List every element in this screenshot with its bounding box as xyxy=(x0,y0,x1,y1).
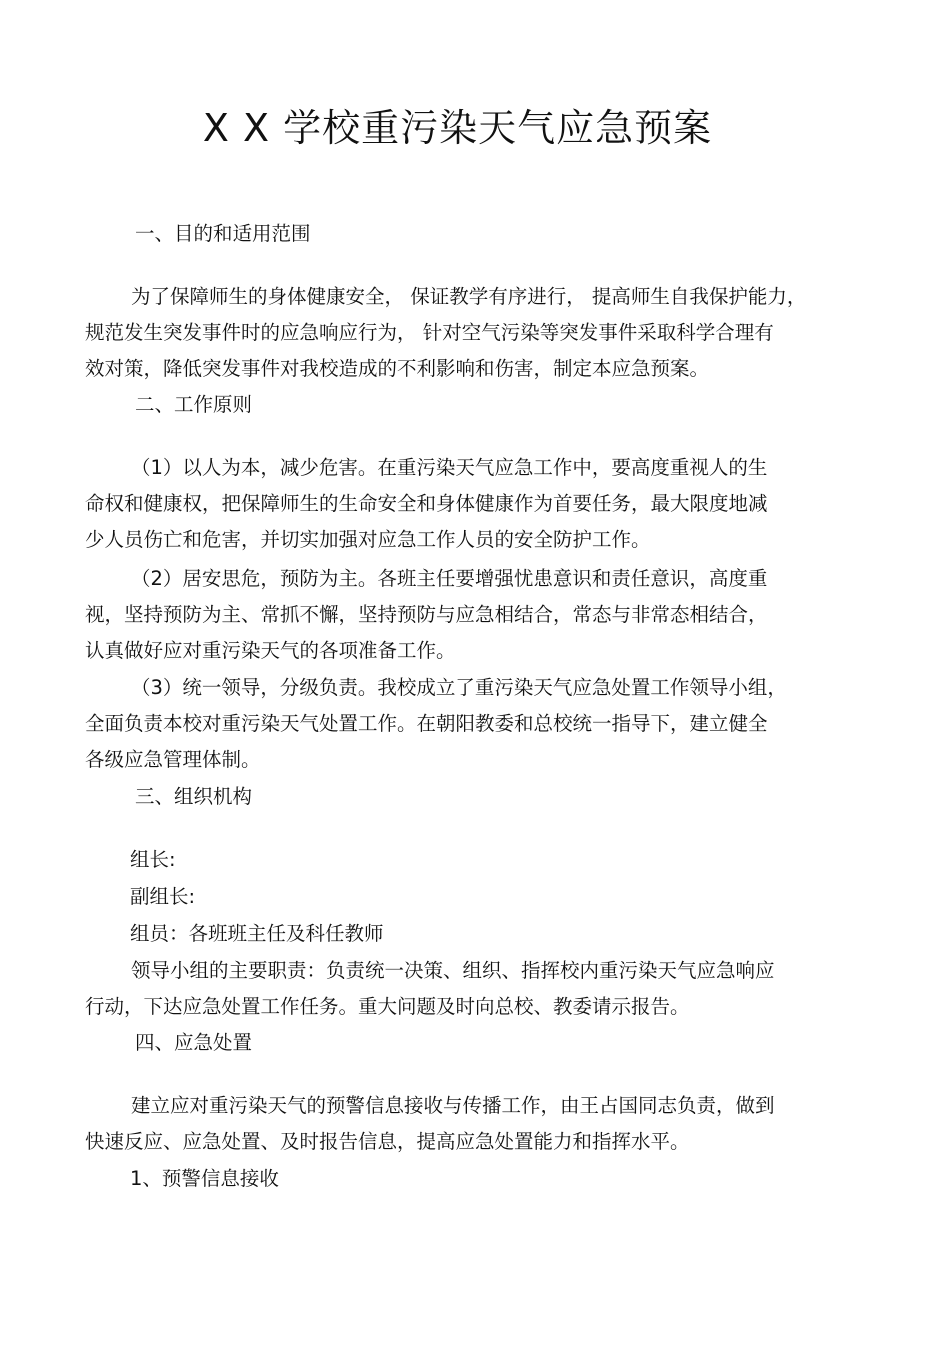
paragraph-line: 各级应急管理体制。 xyxy=(85,748,261,771)
paragraph-line: 规范发生突发事件时的应急响应行为， 针对空气污染等突发事件采取科学合理有 xyxy=(85,321,774,344)
paragraph-line: 行动，下达应急处置工作任务。重大问题及时向总校、教委请示报告。 xyxy=(85,995,690,1018)
org-leader: 组长: xyxy=(130,848,176,871)
section-heading-response: 四、应急处置 xyxy=(135,1031,253,1054)
paragraph-line: 全面负责本校对重污染天气处置工作。在朝阳教委和总校统一指导下，建立健全 xyxy=(85,712,768,735)
paragraph-purpose xyxy=(85,279,865,387)
section-heading-principles: 二、工作原则 xyxy=(135,393,253,416)
paragraph-line: 效对策，降低突发事件对我校造成的不利影响和伤害，制定本应急预案。 xyxy=(85,357,710,380)
paragraph-line: 认真做好应对重污染天气的各项准备工作。 xyxy=(85,639,456,662)
paragraph-principle-1 xyxy=(85,450,865,558)
paragraph-principle-3 xyxy=(85,670,865,778)
paragraph-line: 建立应对重污染天气的预警信息接收与传播工作，由王占国同志负责，做到 xyxy=(131,1094,775,1117)
paragraph-line: 为了保障师生的身体健康安全， 保证教学有序进行， 提高师生自我保护能力， xyxy=(131,285,807,308)
org-members: 组员：各班班主任及科任教师 xyxy=(130,922,384,945)
paragraph-line: 视，坚持预防为主、常抓不懈，坚持预防与应急相结合，常态与非常态相结合， xyxy=(85,603,768,626)
paragraph-duties xyxy=(85,953,865,1025)
section-heading-organization: 三、组织机构 xyxy=(135,785,253,808)
subheading-warning-receipt: 1、预警信息接收 xyxy=(130,1167,279,1190)
org-vice-leader: 副组长: xyxy=(130,885,196,908)
paragraph-response xyxy=(85,1088,865,1160)
paragraph-line: （2）居安思危，预防为主。各班主任要增强忧患意识和责任意识，高度重 xyxy=(131,567,768,590)
paragraph-line: 命权和健康权，把保障师生的生命安全和身体健康作为首要任务，最大限度地减 xyxy=(85,492,768,515)
paragraph-line: （3）统一领导，分级负责。我校成立了重污染天气应急处置工作领导小组， xyxy=(131,676,787,699)
paragraph-principle-2 xyxy=(85,561,865,669)
document-title: X X 学校重污染天气应急预案 xyxy=(202,106,713,150)
paragraph-line: 少人员伤亡和危害，并切实加强对应急工作人员的安全防护工作。 xyxy=(85,528,651,551)
section-heading-purpose: 一、目的和适用范围 xyxy=(135,222,311,245)
paragraph-line: 领导小组的主要职责：负责统一决策、组织、指挥校内重污染天气应急响应 xyxy=(131,959,775,982)
paragraph-line: 快速反应、应急处置、及时报告信息，提高应急处置能力和指挥水平。 xyxy=(85,1130,690,1153)
paragraph-line: （1）以人为本，减少危害。在重污染天气应急工作中，要高度重视人的生 xyxy=(131,456,768,479)
